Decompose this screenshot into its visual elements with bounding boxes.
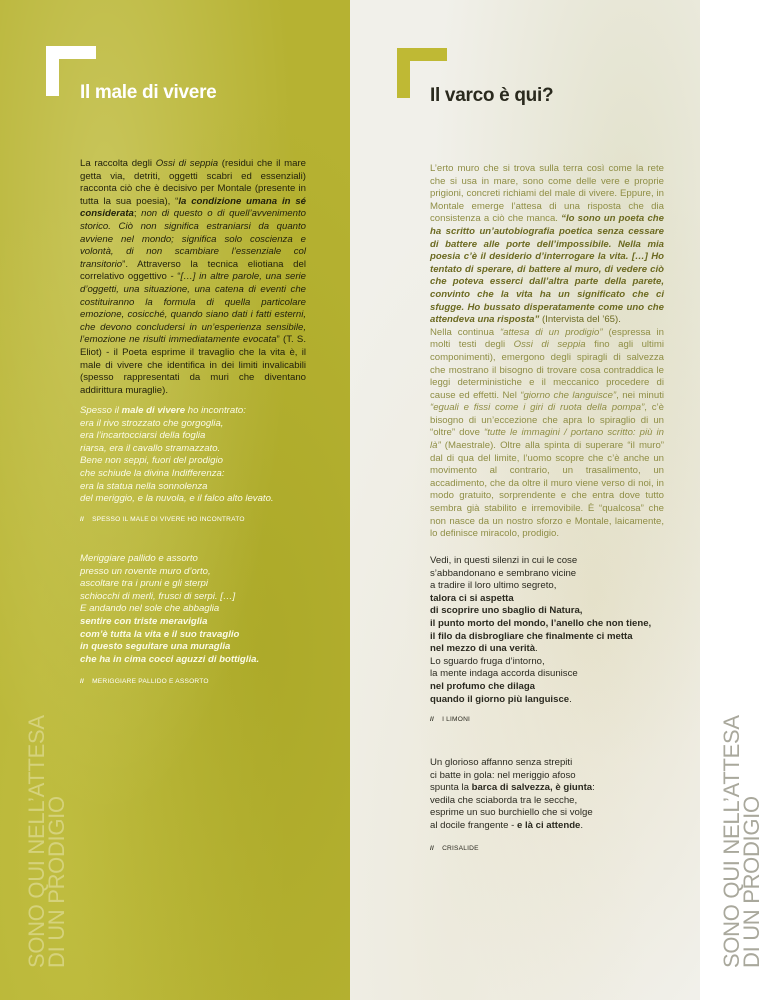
poem-citation: // SPESSO IL MALE DI VIVERE HO INCONTRATO: [80, 516, 245, 523]
poem-spesso-il-male: Spesso il male di vivere ho incontrato: era il rivo strozzato che gorgoglia, era l’incartocciarsi della foglia riarsa, era il cavallo stramazzato. Bene non seppi, fuori del prodigio che schiude la divina Indifferenza: era la statua nella sonnolenza del meriggio, e la nuvola, e il falco alto levato.: [80, 405, 274, 505]
left-panel: [0, 0, 350, 1000]
double-slash-icon: //: [430, 845, 435, 852]
right-panel: [350, 0, 764, 1000]
poem-meriggiare: Meriggiare pallido e assorto presso un rovente muro d’orto, ascoltare tra i pruni e gli sterpi schiocchi di merli, frusci di serpi. […] E andando nel sole che abbaglia sentire con triste meraviglia com’è tutta la vita e il suo travaglio in questo seguitare una muraglia che ha in cima cocci aguzzi di bottiglia.: [80, 553, 260, 665]
right-body-text: L’erto muro che si trova sulla terra così come la rete che si usa in mare, sono come delle vere e proprie prigioni, concreti richiami del male di vivere. Eppure, in Montale emerge l’attesa di una risposta che dia consistenza a ciò che manca. “Io sono un poeta che ha scritto un’autobiografia poetica senza cessare di battere alle porte dell’impossibile. Nella mia poesia c’è il desiderio d’interrogare la vita. […] Ho tentato di sperare, di battere al muro, di vedere ciò che poteva esserci dall’altra parte della parete, convinto che la vita ha un significato che ci sfugge. Ho bussato disperatamente come uno che attendeva una risposta” (Intervista del ’65). Nella continua “attesa di un prodigio” (espressa in molti testi degli Ossi di seppia fino agli ultimi componimenti), emergono degli spiragli di salvezza che mostrano il bisogno di trovare cosa contraddica le leggi deterministiche e il meccanico procedere di cause ed effetti. Nel “giorno che languisce”, nei minuti “eguali e fissi come i giri di ruota della pompa”, c’è bisogno di un’eccezione che apra lo spiraglio di un “oltre” dove “tutte le immagini / portano scritto: più in là” (Maestrale). Oltre alla spinta di superare “il muro” dal di qua del limite, l’uomo scopre che c’è anche un movimento al contrario, un trasalimento, un accadimento, che da oltre il muro viene verso di noi, in modo gratuito, sorprendente e che entra dove tutto sembra già stabilito e irremovibile. È “qualcosa” che non nasce da un nostro sforzo e Montale, laicamente, lo definisce miracolo, prodigio.: [430, 163, 665, 540]
double-slash-icon: //: [430, 716, 435, 723]
poem-i-limoni: Vedi, in questi silenzi in cui le cose s’abbandonano e sembrano vicine a tradire il loro ultimo segreto, talora ci si aspetta di scoprire uno sbaglio di Natura, il punto morto del mondo, l’anello che non tiene, il filo da disbrogliare che finalmente ci metta nel mezzo di una verità. Lo sguardo fruga d’intorno, la mente indaga accorda disunisce nel profumo che dilaga quando il giorno più languisce.: [430, 555, 652, 705]
double-slash-icon: //: [80, 678, 85, 685]
vertical-caption: SONO QUI NELL’ATTESA DI UN PRODIGIO: [24, 715, 69, 968]
left-title: Il male di vivere: [80, 82, 217, 103]
double-slash-icon: //: [80, 516, 85, 523]
poem-citation: // CRISALIDE: [430, 845, 479, 852]
vertical-caption: SONO QUI NELL’ATTESA DI UN PRODIGIO: [719, 715, 764, 968]
poem-citation: // I LIMONI: [430, 716, 471, 723]
poem-crisalide: Un glorioso affanno senza strepiti ci batte in gola: nel meriggio afoso spunta la barca di salvezza, è giunta: vedila che sciaborda tra le secche, esprime un suo burchiello che si volge al docile frangente - e là ci attende.: [430, 757, 595, 831]
poem-citation: // MERIGGIARE PALLIDO E ASSORTO: [80, 678, 209, 685]
left-body-text: La raccolta degli Ossi di seppia (residui che il mare getta via, detriti, oggetti scabri ed essenziali) racconta ciò che è decisivo per Montale (presente in tutta la sua poesia), “la condizione umana in sé considerata; non di questo o di quell’avvenimento storico. Ciò non significa estraniarsi da quanto avviene nel mondo; significa solo coscienza e volontà, di non scambiare l’essenziale col transitorio”. Attraverso la tecnica eliotiana del correlativo oggettivo - “[…] in altre parole, una serie d’oggetti, una situazione, una catena di eventi che costituiranno la formula di quella particolare emozione, cosicché, quando siano dati i fatti esterni, che devono concludersi in un’esperienza sensibile, l’emozione ne risulti immediatamente evocata” (T. S. Eliot) - il Poeta esprime il travaglio che la vita è, il male di vivere che identifica in dei limiti invalicabili (spesso rappresentati da muri che diventano addirittura muraglie).: [80, 158, 306, 396]
right-title: Il varco è qui?: [430, 85, 554, 106]
